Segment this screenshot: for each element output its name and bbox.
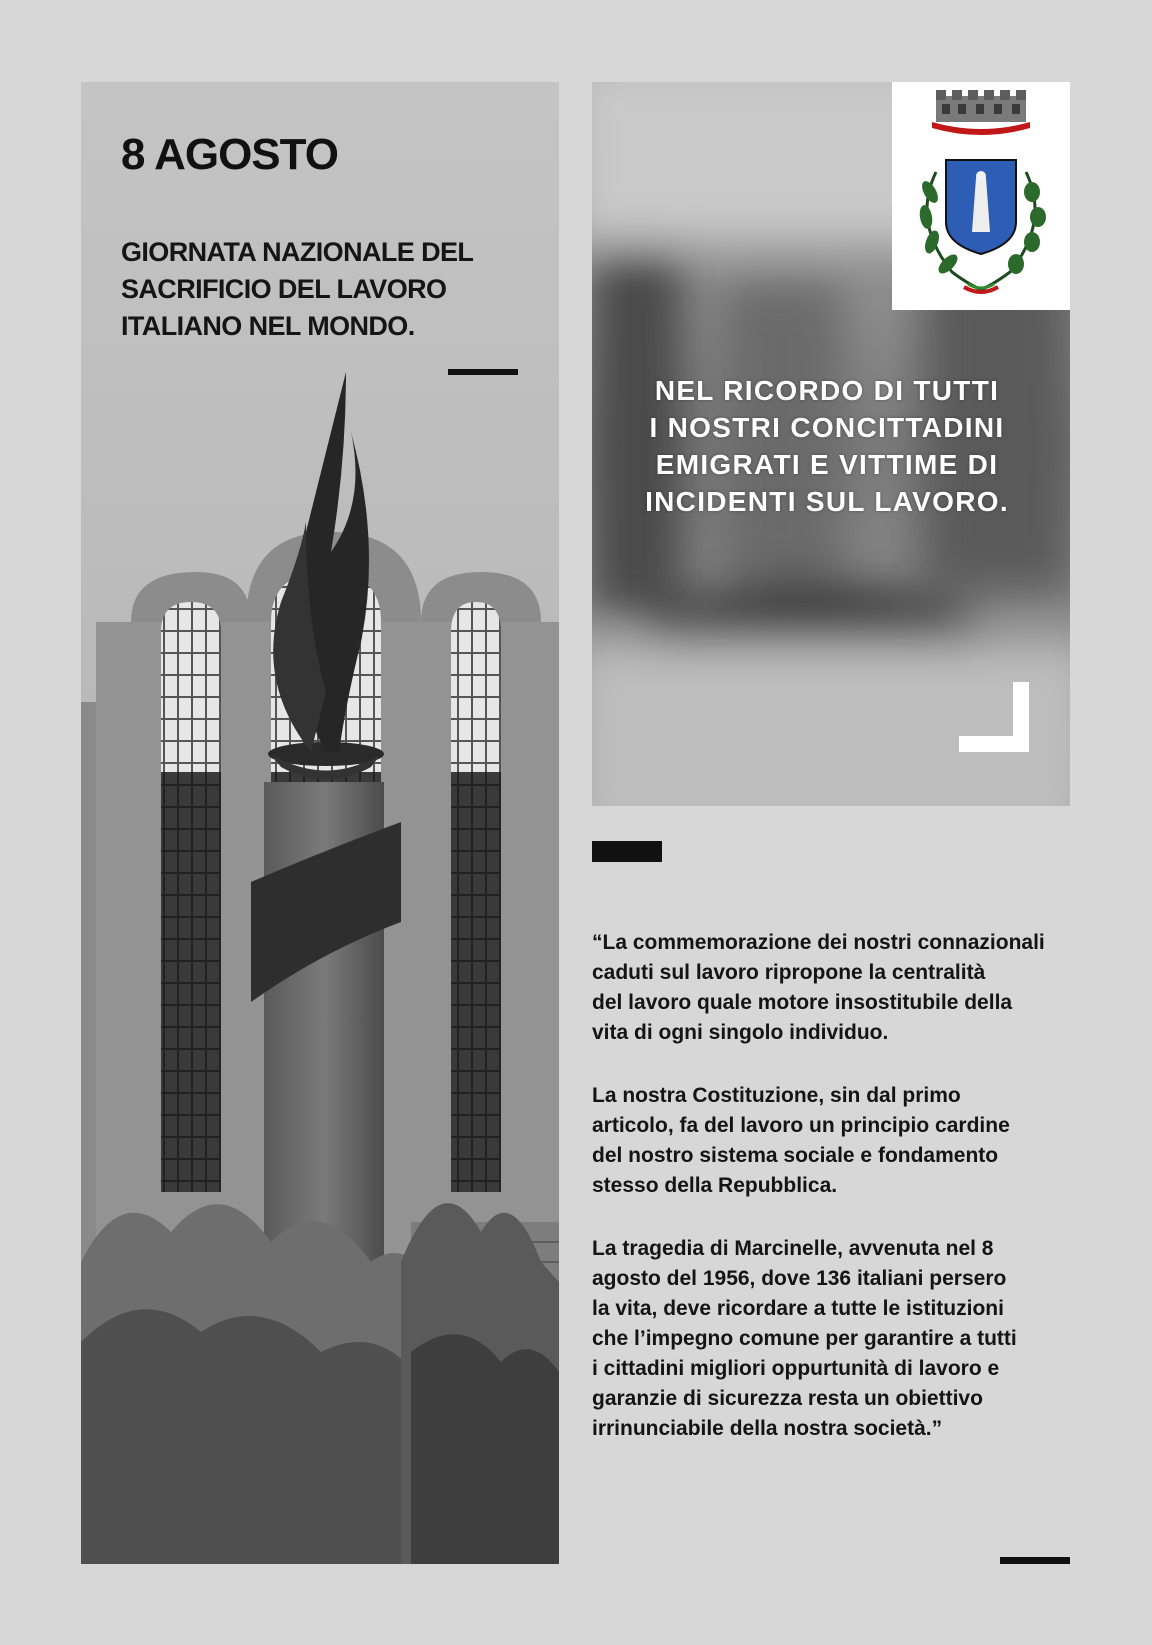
quote-paragraph [592, 928, 1082, 1048]
dedication-line: NEL RICORDO DI TUTTI [654, 375, 1000, 406]
monument-photo-panel [81, 82, 559, 1564]
corner-bracket-icon [959, 682, 1029, 752]
quote-line: La tragedia di Marcinelle, avvenuta nel 8 [592, 1237, 994, 1260]
dedication-line: I NOSTRI CONCITTADINI [649, 412, 1005, 443]
quote-line: i cittadini migliori oppurtunità di lavoro e [592, 1357, 1000, 1380]
quote-line: La nostra Costituzione, sin dal primo [592, 1084, 961, 1107]
event-title-line: ITALIANO NEL MONDO. [121, 311, 415, 341]
quote-line: “La commemorazione dei nostri connazionali [592, 931, 1045, 954]
decorative-dash [1000, 1557, 1070, 1564]
dedication-line: EMIGRATI E VITTIME DI [655, 449, 999, 480]
dedication-line: INCIDENTI SUL LAVORO. [645, 486, 1009, 517]
quote-line: garanzie di sicurezza resta un obiettivo [592, 1387, 983, 1410]
municipal-coat-of-arms [892, 82, 1070, 310]
quote-line: stesso della Repubblica. [592, 1174, 838, 1197]
quote-paragraph [592, 1234, 1082, 1444]
quote-line: del nostro sistema sociale e fondamento [592, 1144, 999, 1167]
quote-line: articolo, fa del lavoro un principio cardine [592, 1114, 1010, 1137]
commemoration-quote [592, 928, 1082, 1477]
quote-line: irrinunciabile della nostra società.” [592, 1417, 943, 1440]
quote-line: vita di ogni singolo individuo. [592, 1021, 889, 1044]
coat-of-arms-box [892, 82, 1070, 310]
event-title [121, 234, 541, 345]
event-title-line: GIORNATA NAZIONALE DEL [121, 237, 474, 267]
memorial-dedication [622, 372, 1032, 520]
decorative-bar [592, 841, 662, 862]
event-date: 8 AGOSTO [121, 130, 338, 179]
decorative-dash [448, 369, 518, 375]
event-title-line: SACRIFICIO DEL LAVORO [121, 274, 447, 304]
quote-line: che l’impegno comune per garantire a tutti [592, 1327, 1017, 1350]
quote-paragraph [592, 1081, 1082, 1201]
quote-line: agosto del 1956, dove 136 italiani persero [592, 1267, 1007, 1290]
quote-line: del lavoro quale motore insostitubile della [592, 991, 1013, 1014]
quote-line: caduti sul lavoro ripropone la centralità [592, 961, 986, 984]
quote-line: la vita, deve ricordare a tutte le istituzioni [592, 1297, 1004, 1320]
